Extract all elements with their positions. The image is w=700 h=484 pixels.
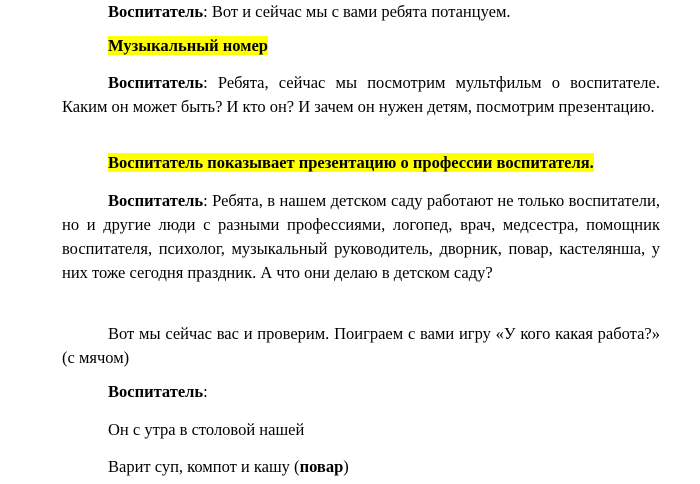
paragraph-text: : Вот и сейчас мы с вами ребята потанцуем.: [203, 2, 511, 21]
speaker-label: Воспитатель: [108, 73, 204, 92]
paragraph-text: : Ребята, сейчас мы посмотрим мультфильм о воспитателе. Каким он может быть? И кто он? И зачем он нужен детям, посмотрим презентацию.: [62, 73, 660, 116]
highlighted-heading: Воспитатель показывает презентацию о профессии воспитателя.: [108, 153, 594, 172]
paragraph-music-number: [62, 34, 660, 58]
poem-line-2: [62, 455, 660, 479]
paragraph-presentation: [62, 151, 660, 175]
paragraph-dance: [62, 0, 660, 24]
paragraph-cartoon: [62, 71, 660, 119]
poem-text: Он с утра в столовой нашей: [108, 420, 305, 439]
speaker-label: Воспитатель: [108, 382, 204, 401]
paragraph-text: :: [203, 382, 208, 401]
paragraph-game: [62, 322, 660, 370]
speaker-label: Воспитатель: [108, 191, 204, 210]
paragraph-text: : Ребята, в нашем детском саду работают не только воспитатели, но и другие люди с разными профессиями, логопед, врач, медсестра, помощник воспитателя, психолог, музыкальный руководитель, дворник, повар, кастелянша, у них тоже сегодня праздник. А что они делаю в детском саду?: [62, 191, 660, 282]
poem-line-1: [62, 418, 660, 442]
poem-close: ): [343, 457, 349, 476]
paragraph-speaker: [62, 380, 660, 404]
poem-text: Варит суп, компот и кашу (: [108, 457, 300, 476]
speaker-label: Воспитатель: [108, 2, 204, 21]
paragraph-text: Вот мы сейчас вас и проверим. Поиграем с вами игру «У кого какая работа?» (с мячом): [62, 324, 660, 367]
answer-word: повар: [299, 457, 344, 476]
paragraph-professions: [62, 189, 660, 285]
highlighted-heading: Музыкальный номер: [108, 36, 268, 55]
